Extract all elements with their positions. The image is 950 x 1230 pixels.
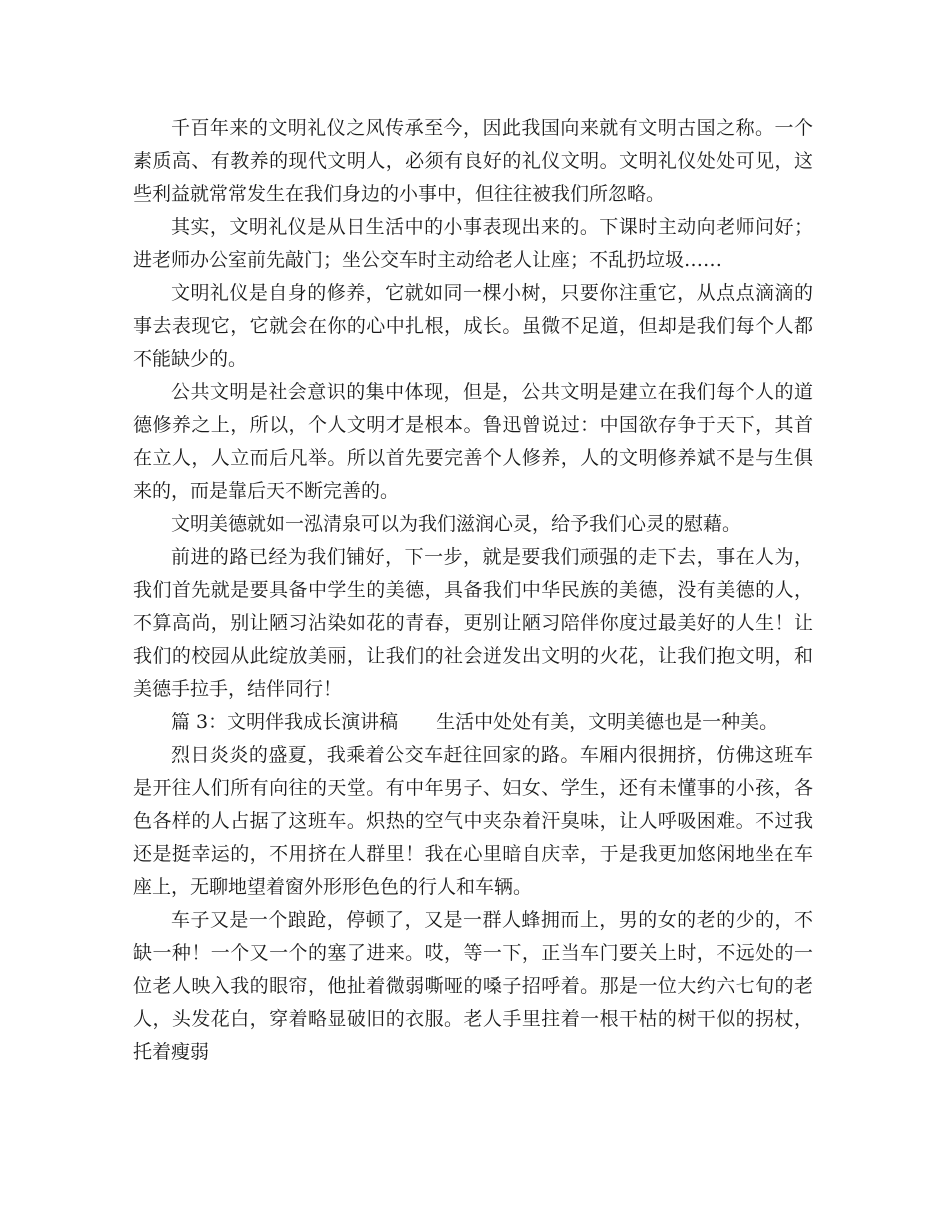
- document-body: [133, 112, 813, 1069]
- paragraph-5: 文明美德就如一泓清泉可以为我们滋润心灵，给予我们心灵的慰藉。: [171, 513, 742, 535]
- paragraph-7: 烈日炎炎的盛夏，我乘着公交车赶往回家的路。车厢内很拥挤，仿佛这班车是开往人们所有向往的天堂。有中年男子、妇女、学生，还有未懂事的小孩，各色各样的人占据了这班车。炽热的空气中夹杂着汗臭味，让人呼吸困难。不过我还是挺幸运的，不用挤在人群里！我在心里暗自庆幸，于是我更加悠闲地坐在车座上，无聊地望着窗外形形色色的行人和车辆。: [133, 744, 813, 898]
- section-heading: [133, 706, 813, 739]
- paragraph-3: 文明礼仪是自身的修养，它就如同一棵小树，只要你注重它，从点点滴滴的事去表现它，它就会在你的心中扎根，成长。虽微不足道，但却是我们每个人都不能缺少的。: [133, 282, 813, 370]
- paragraph-2: 其实，文明礼仪是从日生活中的小事表现出来的。下课时主动向老师问好；进老师办公室前先敲门；坐公交车时主动给老人让座；不乱扔垃圾……: [133, 216, 813, 271]
- paragraph-8: 车子又是一个踉跄，停顿了，又是一群人蜂拥而上，男的女的老的少的，不缺一种！一个又一个的塞了进来。哎，等一下，正当车门要关上时，不远处的一位老人映入我的眼帘，他扯着微弱嘶哑的嗓子招呼着。那是一位大约六七旬的老人，头发花白，穿着略显破旧的衣服。老人手里拄着一根干枯的树干似的拐杖，托着瘦弱: [133, 909, 813, 1063]
- section-subtitle: 生活中处处有美，文明美德也是一种美。: [436, 711, 779, 733]
- section-title: 篇 3：文明伴我成长演讲稿: [171, 711, 399, 733]
- paragraph-6: 前进的路已经为我们铺好，下一步，就是要我们顽强的走下去，事在人为，我们首先就是要具备中学生的美德，具备我们中华民族的美德，没有美德的人，不算高尚，别让陋习沾染如花的青春，更别让陋习陪伴你度过最美好的人生！让我们的校园从此绽放美丽，让我们的社会迸发出文明的火花，让我们抱文明，和美德手拉手，结伴同行！: [133, 546, 813, 700]
- paragraph-1: 千百年来的文明礼仪之风传承至今，因此我国向来就有文明古国之称。一个素质高、有教养的现代文明人，必须有良好的礼仪文明。文明礼仪处处可见，这些利益就常常发生在我们身边的小事中，但往往被我们所忽略。: [133, 117, 813, 205]
- paragraph-4: 公共文明是社会意识的集中体现，但是，公共文明是建立在我们每个人的道德修养之上，所以，个人文明才是根本。鲁迅曾说过：中国欲存争于天下，其首在立人，人立而后凡举。所以首先要完善个人修养，人的文明修养斌不是与生俱来的，而是靠后天不断完善的。: [133, 381, 813, 502]
